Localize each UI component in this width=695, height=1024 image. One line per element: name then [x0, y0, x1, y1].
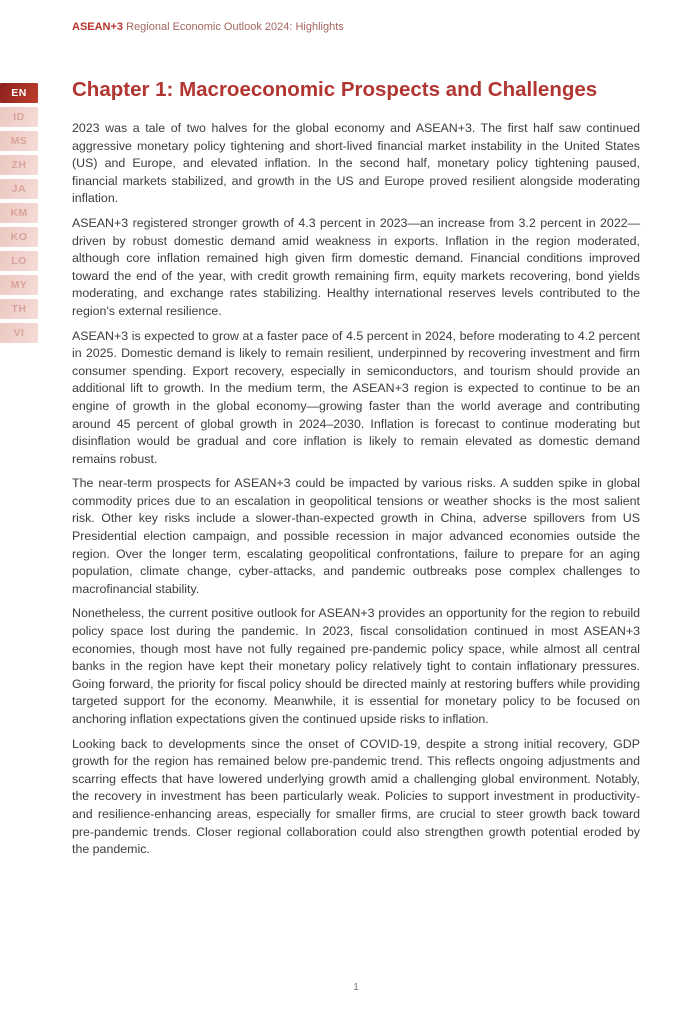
paragraph-6: Looking back to developments since the onset of COVID-19, despite a strong initial recovery, GDP growth for the region has remained below pre-pandemic trend. This reflects ongoing adjustments and scarring effects that have lowered underlying growth amid a challenging global environment. Notably, the recovery in investment has been particularly weak. Policies to support investment in productivity- and resilience-enhancing areas, especially for smaller firms, are crucial to steer growth back toward pre-pandemic trends. Closer regional collaboration could also strengthen growth potential eroded by the pandemic. — [72, 736, 640, 857]
language-tab-zh[interactable]: ZH — [0, 155, 38, 175]
language-tab-vi[interactable]: VI — [0, 323, 38, 343]
paragraph-3: ASEAN+3 is expected to grow at a faster pace of 4.5 percent in 2024, before moderating to 4.2 percent in 2025. Domestic demand is likely to remain resilient, underpinned by recovering investment and firm consumer spending. Export recovery, especially in semiconductors, and tourism should provide an additional lift to growth. In the medium term, the ASEAN+3 region is expected to continue to be an engine of growth in the global economy—growing faster than the world average and contributing around 45 percent of global growth in 2024–2030. Inflation is forecast to continue moderating but disinflation would be gradual and core inflation is likely to remain elevated as domestic demand remains robust. — [72, 328, 640, 466]
language-tab-my[interactable]: MY — [0, 275, 38, 295]
chapter-content — [72, 78, 640, 866]
document-header — [72, 20, 344, 34]
language-tab-ms[interactable]: MS — [0, 131, 38, 151]
language-tab-th[interactable]: TH — [0, 299, 38, 319]
language-tab-ja[interactable]: JA — [0, 179, 38, 199]
paragraph-4: The near-term prospects for ASEAN+3 could be impacted by various risks. A sudden spike in global commodity prices due to an escalation in geopolitical tensions or weather shocks is the most salient risk. Other key risks include a slower-than-expected growth in China, adverse spillovers from US Presidential election campaign, and possible recession in major advanced economies outside the region. Over the longer term, escalating geopolitical confrontations, failure to prepare for an aging population, climate change, cyber-attacks, and pandemic outbreaks pose complex challenges to macrofinancial stability. — [72, 476, 640, 596]
language-sidebar — [0, 83, 38, 347]
paragraph-5: Nonetheless, the current positive outlook for ASEAN+3 provides an opportunity for the region to rebuild policy space lost during the pandemic. In 2023, fiscal consolidation continued in most ASEAN+3 economies, though most have not fully regained pre-pandemic policy space, while almost all central banks in the region have kept their monetary policy relatively tight to contain inflationary pressures. Going forward, the priority for fiscal policy should be directed mainly at restoring buffers while providing targeted support for the economy. Meanwhile, it is essential for monetary policy to be focused on anchoring inflation expectations given the continued upside risks to inflation. — [72, 606, 640, 726]
paragraph-2: ASEAN+3 registered stronger growth of 4.3 percent in 2023—an increase from 3.2 percent in 2022—driven by robust domestic demand amid weakness in exports. Inflation in the region moderated, although core inflation remained high given firm domestic demand. Financial conditions improved toward the end of the year, with credit growth remaining firm, equity markets recovering, bond yields moderating, and exchange rates stabilizing. Healthy international reserves levels contributed to the region's external resilience. — [72, 215, 640, 318]
language-tab-km[interactable]: KM — [0, 203, 38, 223]
paragraph-1: 2023 was a tale of two halves for the global economy and ASEAN+3. The first half saw continued aggressive monetary policy tightening and short-lived financial market instability in the United States (US) and Europe, and elevated inflation. In the second half, monetary policy tightening paused, financial markets stabilized, and growth in the US and Europe proved resilient alongside moderating inflation. — [72, 121, 640, 206]
language-tab-id[interactable]: ID — [0, 107, 38, 127]
page-number: 1 — [353, 982, 359, 993]
brand-text: ASEAN+3 — [72, 21, 124, 33]
header-title-text: Regional Economic Outlook 2024: Highlights — [123, 21, 344, 33]
language-tab-ko[interactable]: KO — [0, 227, 38, 247]
language-tab-lo[interactable]: LO — [0, 251, 38, 271]
chapter-title: Chapter 1: Macroeconomic Prospects and Challenges — [72, 78, 598, 101]
language-tab-en[interactable]: EN — [0, 83, 38, 103]
